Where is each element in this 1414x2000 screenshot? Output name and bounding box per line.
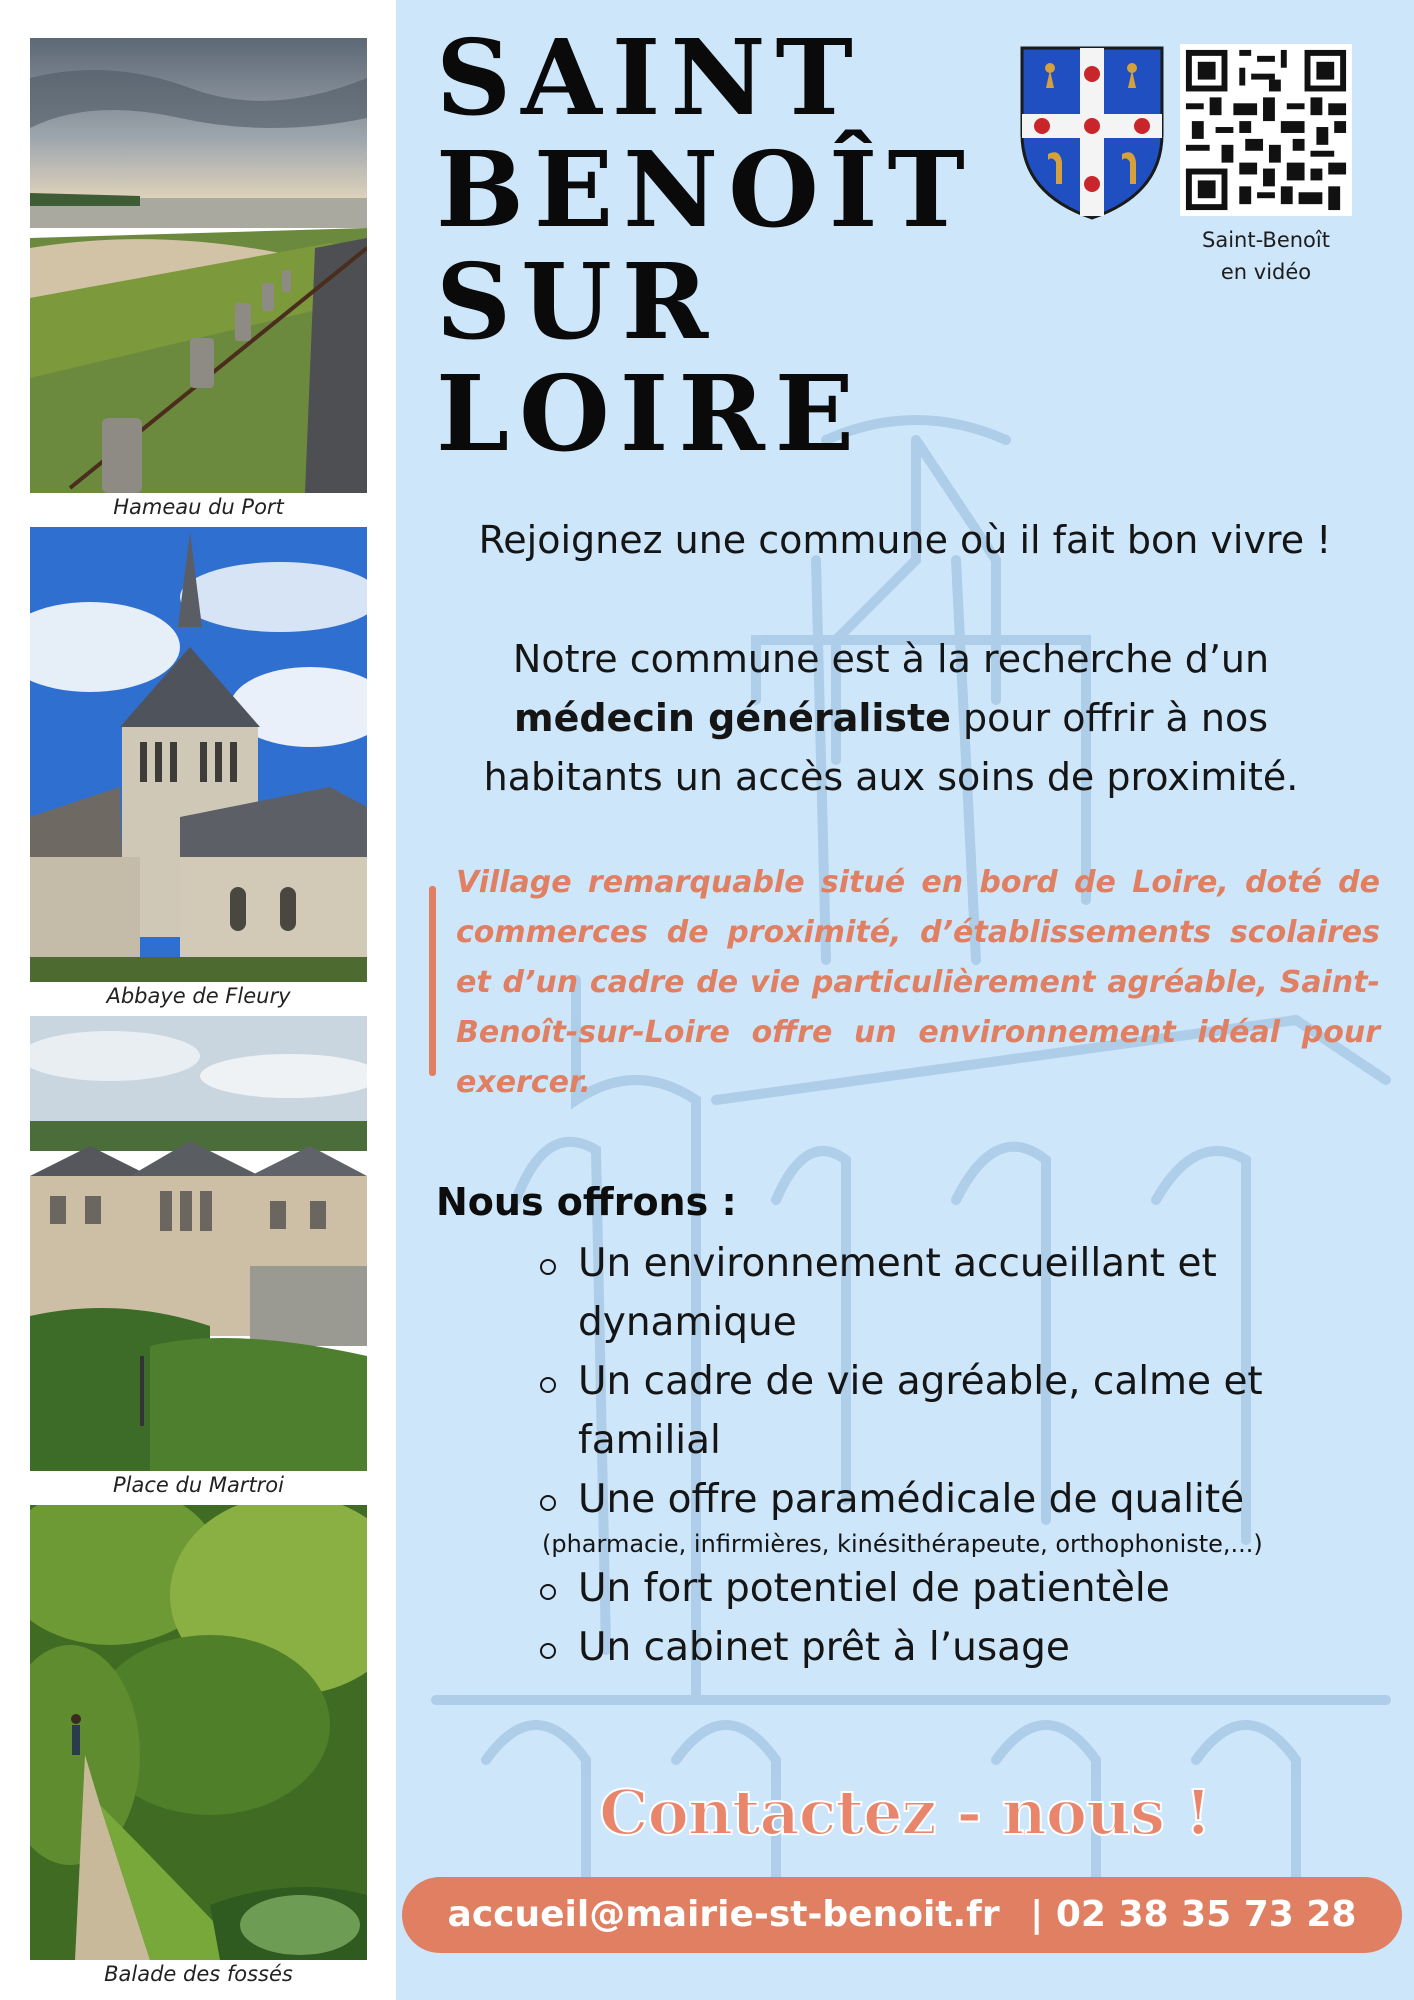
list-item <box>436 1234 1278 1352</box>
photo-caption: Hameau du Port <box>113 495 284 519</box>
photo-caption: Abbaye de Fleury <box>106 984 291 1008</box>
village-square-photo <box>30 1016 367 1471</box>
photo-caption: Place du Martroi <box>113 1473 284 1497</box>
contact-bar <box>402 1877 1402 1953</box>
main-panel <box>396 0 1414 2000</box>
bullet-icon <box>540 1495 556 1511</box>
offer-text: Un environnement accueillant et dynamique <box>578 1241 1217 1345</box>
qr-caption-line: en vidéo <box>1220 260 1312 284</box>
coat-of-arms-icon <box>1018 44 1166 220</box>
photo-caption: Balade des fossés <box>104 1962 293 1986</box>
title-line: BENOÎT <box>436 128 975 251</box>
offer-text: Un cadre de vie agréable, calme et familial <box>578 1359 1263 1463</box>
offer-text: Un cabinet prêt à l’usage <box>578 1625 1070 1670</box>
offer-text: Un fort potentiel de patientèle <box>578 1566 1170 1611</box>
contact-heading: Contactez - nous ! <box>599 1776 1211 1849</box>
offer-text: Une offre paramédicale de qualité <box>578 1477 1245 1522</box>
list-item <box>436 1559 1278 1618</box>
river-landscape-photo <box>30 38 367 493</box>
bullet-icon <box>540 1584 556 1600</box>
list-item <box>436 1352 1278 1470</box>
qr-caption-line: Saint-Benoît <box>1202 228 1330 252</box>
offer-note: (pharmacie, infirmières, kinésithérapeute, orthophoniste,...) <box>542 1530 1263 1558</box>
bullet-icon <box>540 1259 556 1275</box>
title-line: LOIRE <box>436 352 865 475</box>
photo-column <box>0 0 396 2000</box>
list-item <box>436 1470 1278 1559</box>
forest-path-photo <box>30 1505 367 1960</box>
bullet-icon <box>540 1377 556 1393</box>
contact-email-link[interactable]: accueil@mairie-st-benoit.fr <box>447 1894 1000 1935</box>
offers-heading: Nous offrons : <box>436 1180 737 1224</box>
list-item <box>436 1618 1278 1677</box>
intro-text: Notre commune est à la recherche d’un <box>512 637 1270 681</box>
intro-paragraph <box>426 630 1356 807</box>
offers-list <box>436 1234 1396 1677</box>
contact-separator: | <box>1030 1894 1044 1935</box>
abbey-photo <box>30 527 367 982</box>
highlight-paragraph: Village remarquable situé en bord de Loire, doté de commerces de proximité, d’établissements scolaires et d’un cadre de vie particulièrement agréable, Saint-Benoît-sur-Loire offre un environnement idéal pour exercer. <box>456 865 1380 1100</box>
page-title <box>436 16 975 475</box>
qr-code-icon[interactable] <box>1180 44 1352 216</box>
bullet-icon <box>540 1643 556 1659</box>
title-line: SUR <box>436 240 719 363</box>
title-line: SAINT <box>436 16 863 139</box>
qr-caption <box>1160 224 1372 288</box>
tagline: Rejoignez une commune où il fait bon vivre ! <box>478 518 1332 562</box>
quote-bar <box>429 886 436 1076</box>
contact-phone-link[interactable]: 02 38 35 73 28 <box>1055 1894 1357 1935</box>
intro-text: pour offrir à nos habitants un accès aux soins de proximité. <box>483 696 1299 799</box>
intro-highlight: médecin généraliste <box>513 696 951 740</box>
